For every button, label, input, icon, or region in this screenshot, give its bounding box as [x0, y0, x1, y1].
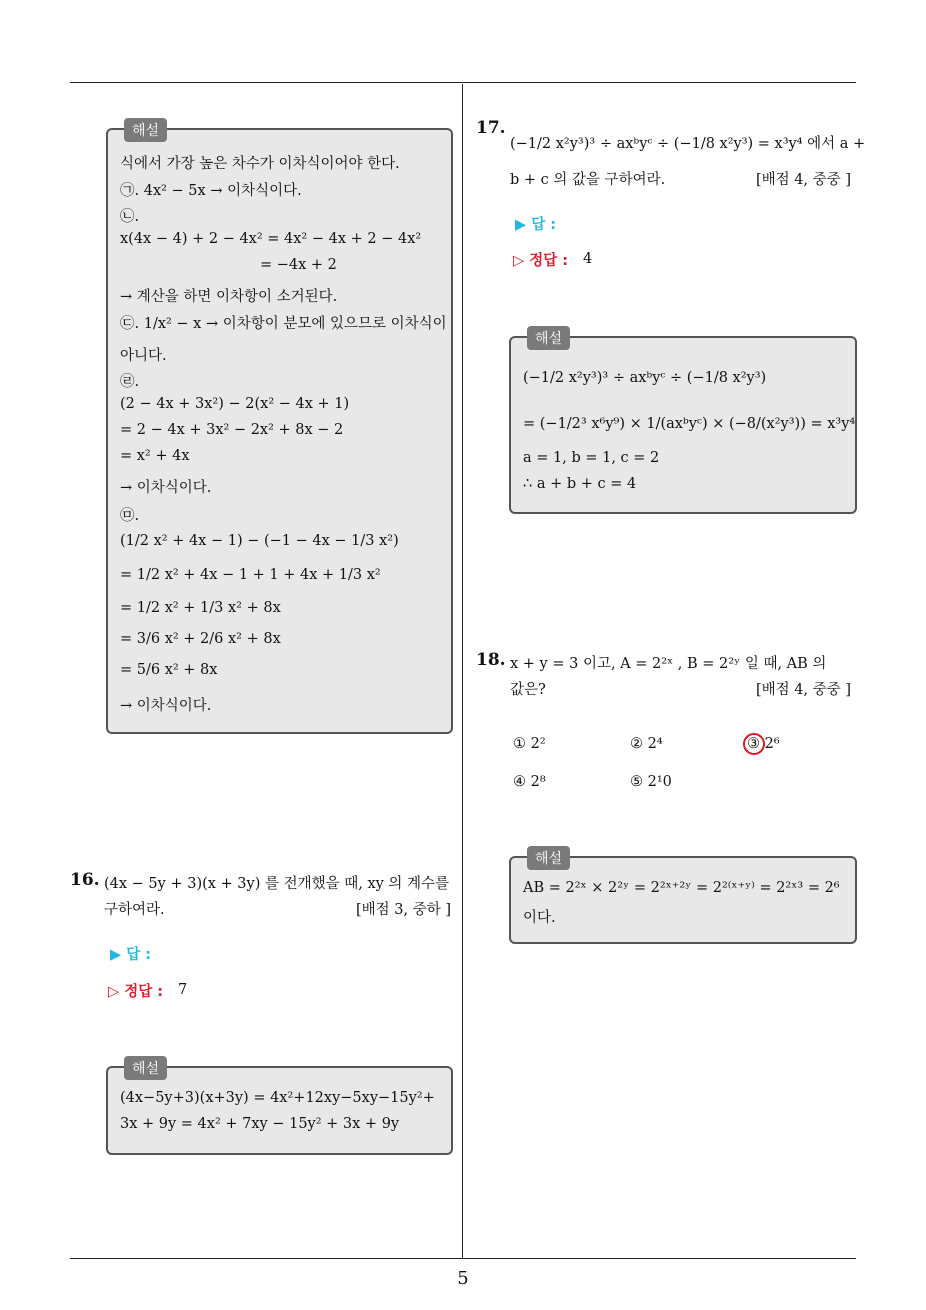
choice-4[interactable]: ④ 2⁸ [513, 774, 546, 790]
solution-box-16 [106, 1061, 453, 1155]
solution-line: ㉣. [120, 374, 140, 390]
solution-line: ㉢. 1/x² − x → 이차항이 분모에 있으므로 이차식이 [120, 316, 447, 332]
solution-box-15 [106, 123, 453, 734]
page-number: 5 [457, 1268, 469, 1289]
solution-line: = 3/6 x² + 2/6 x² + 8x [120, 631, 281, 647]
solution-line: = 1/2 x² + 4x − 1 + 1 + 4x + 1/3 x² [120, 567, 381, 583]
choice-1[interactable]: ① 2² [513, 736, 546, 752]
question-text: x + y = 3 이고, A = 2²ˣ , B = 2²ʸ 일 때, AB 의 [510, 656, 827, 672]
solution-line: x(4x − 4) + 2 − 4x² = 4x² − 4x + 2 − 4x² [120, 231, 422, 247]
correct-answer-label: ▷ 정답 : [108, 984, 164, 1000]
solution-line: → 이차식이다. [120, 480, 212, 496]
solution-line: ∴ a + b + c = 4 [523, 476, 637, 492]
solution-tag: 해설 [527, 846, 570, 870]
solution-box-17 [509, 331, 857, 514]
solution-line: AB = 2²ˣ × 2²ʸ = 2²ˣ⁺²ʸ = 2²⁽ˣ⁺ʸ⁾ = 2²ˣ³ = 2⁶ [523, 880, 840, 896]
solution-line: (−1/2 x²y³)³ ÷ axᵇyᶜ ÷ (−1/8 x²y³) [523, 370, 767, 386]
choice-3[interactable]: ③ 2⁶ [747, 736, 780, 752]
solution-line: → 이차식이다. [120, 698, 212, 714]
question-text: (4x − 5y + 3)(x + 3y) 를 전개했을 때, xy 의 계수를 [104, 876, 450, 892]
correct-answer-label: ▷ 정답 : [513, 253, 569, 269]
solution-line: (1/2 x² + 4x − 1) − (−1 − 4x − 1/3 x²) [120, 533, 399, 549]
solution-line: = x² + 4x [120, 448, 190, 464]
choice-5[interactable]: ⑤ 2¹0 [630, 774, 672, 790]
answer-label: ▶ 답 : [515, 217, 557, 233]
question-number: 16. [70, 870, 100, 890]
solution-line: 아니다. [120, 348, 167, 364]
bottom-rule [70, 1258, 856, 1259]
question-text: 구하여라. [104, 902, 165, 918]
solution-line: = 5/6 x² + 8x [120, 662, 218, 678]
question-meta: [배점 4, 중중 ] [756, 172, 852, 188]
answer-label: ▶ 답 : [110, 947, 152, 963]
solution-line: 3x + 9y = 4x² + 7xy − 15y² + 3x + 9y [120, 1116, 400, 1132]
solution-line: = 1/2 x² + 1/3 x² + 8x [120, 600, 281, 616]
solution-line: = 2 − 4x + 3x² − 2x² + 8x − 2 [120, 422, 344, 438]
solution-line: (2 − 4x + 3x²) − 2(x² − 4x + 1) [120, 396, 350, 412]
question-number: 17. [476, 118, 506, 138]
question-number: 18. [476, 650, 506, 670]
solution-box-18 [509, 851, 857, 944]
top-rule [70, 82, 856, 83]
column-divider [462, 84, 463, 1258]
solution-line: ㉡. [120, 209, 140, 225]
solution-line: (4x−5y+3)(x+3y) = 4x²+12xy−5xy−15y²+ [120, 1090, 435, 1106]
question-text: 값은? [510, 682, 546, 698]
solution-line: = −4x + 2 [260, 257, 337, 273]
solution-line: → 계산을 하면 이차항이 소거된다. [120, 289, 338, 305]
question-text: b + c 의 값을 구하여라. [510, 172, 666, 188]
question-meta: [배점 4, 중중 ] [756, 682, 852, 698]
question-text: (−1/2 x²y³)³ ÷ axᵇyᶜ ÷ (−1/8 x²y³) = x³y⁴ 에서 a + [510, 136, 866, 152]
solution-tag: 해설 [527, 326, 570, 350]
correct-answer-value: 4 [583, 251, 593, 267]
solution-line: ㉤. [120, 508, 140, 524]
solution-tag: 해설 [124, 1056, 167, 1080]
solution-line: a = 1, b = 1, c = 2 [523, 450, 660, 466]
solution-tag: 해설 [124, 118, 167, 142]
correct-answer-value: 7 [178, 982, 188, 998]
solution-line: 이다. [523, 910, 556, 926]
solution-line: ㉠. 4x² − 5x → 이차식이다. [120, 183, 302, 199]
question-meta: [배점 3, 중하 ] [356, 902, 452, 918]
choice-2[interactable]: ② 2⁴ [630, 736, 663, 752]
solution-line: 식에서 가장 높은 차수가 이차식이어야 한다. [120, 156, 400, 172]
solution-line: = (−1/2³ x⁶y⁹) × 1/(axᵇyᶜ) × (−8/(x²y³)) = x³y⁴ [523, 416, 856, 432]
